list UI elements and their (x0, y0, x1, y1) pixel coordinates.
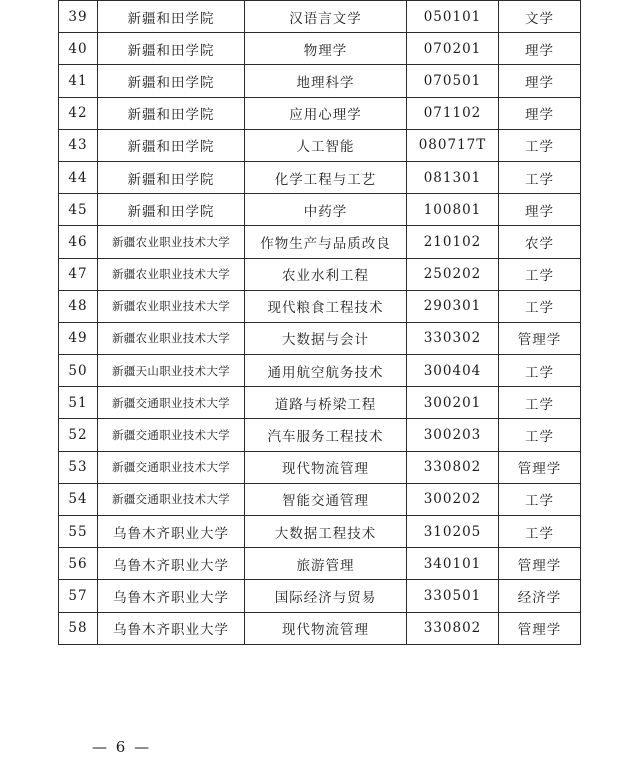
school-name: 新疆农业职业技术大学 (98, 290, 245, 322)
row-number: 44 (59, 161, 98, 193)
document-page (58, 0, 580, 645)
majors-table (58, 0, 581, 645)
row-number: 39 (59, 1, 98, 33)
major-code: 070201 (407, 33, 499, 65)
discipline-category: 工学 (499, 129, 581, 161)
major-name: 地理科学 (245, 65, 407, 97)
major-name: 通用航空航务技术 (245, 355, 407, 387)
table-row (59, 65, 581, 97)
major-name: 现代物流管理 (245, 451, 407, 483)
table-row (59, 387, 581, 419)
major-name: 国际经济与贸易 (245, 580, 407, 612)
major-name: 化学工程与工艺 (245, 161, 407, 193)
major-code: 290301 (407, 290, 499, 322)
discipline-category: 理学 (499, 194, 581, 226)
discipline-category: 经济学 (499, 580, 581, 612)
school-name: 新疆农业职业技术大学 (98, 258, 245, 290)
school-name: 乌鲁木齐职业大学 (98, 516, 245, 548)
table-row (59, 355, 581, 387)
discipline-category: 理学 (499, 33, 581, 65)
major-name: 道路与桥梁工程 (245, 387, 407, 419)
school-name: 新疆交通职业技术大学 (98, 419, 245, 451)
row-number: 40 (59, 33, 98, 65)
major-name: 现代粮食工程技术 (245, 290, 407, 322)
major-name: 现代物流管理 (245, 612, 407, 644)
row-number: 43 (59, 129, 98, 161)
major-name: 物理学 (245, 33, 407, 65)
discipline-category: 工学 (499, 516, 581, 548)
major-code: 300201 (407, 387, 499, 419)
discipline-category: 工学 (499, 387, 581, 419)
major-name: 农业水利工程 (245, 258, 407, 290)
major-code: 300404 (407, 355, 499, 387)
discipline-category: 工学 (499, 355, 581, 387)
discipline-category: 工学 (499, 290, 581, 322)
school-name: 乌鲁木齐职业大学 (98, 612, 245, 644)
table-row (59, 419, 581, 451)
table-row (59, 548, 581, 580)
major-code: 210102 (407, 226, 499, 258)
major-code: 340101 (407, 548, 499, 580)
school-name: 新疆和田学院 (98, 97, 245, 129)
major-name: 汉语言文学 (245, 1, 407, 33)
row-number: 46 (59, 226, 98, 258)
row-number: 58 (59, 612, 98, 644)
discipline-category: 工学 (499, 258, 581, 290)
discipline-category: 理学 (499, 65, 581, 97)
discipline-category: 文学 (499, 1, 581, 33)
major-code: 071102 (407, 97, 499, 129)
major-name: 应用心理学 (245, 97, 407, 129)
row-number: 55 (59, 516, 98, 548)
major-code: 081301 (407, 161, 499, 193)
page-number: — 6 — (92, 738, 152, 756)
school-name: 乌鲁木齐职业大学 (98, 548, 245, 580)
major-name: 大数据工程技术 (245, 516, 407, 548)
major-code: 250202 (407, 258, 499, 290)
major-code: 050101 (407, 1, 499, 33)
row-number: 41 (59, 65, 98, 97)
table-row (59, 194, 581, 226)
school-name: 乌鲁木齐职业大学 (98, 580, 245, 612)
school-name: 新疆农业职业技术大学 (98, 226, 245, 258)
major-code: 300202 (407, 483, 499, 515)
discipline-category: 工学 (499, 483, 581, 515)
major-code: 310205 (407, 516, 499, 548)
school-name: 新疆农业职业技术大学 (98, 322, 245, 354)
table-row (59, 161, 581, 193)
table-row (59, 483, 581, 515)
discipline-category: 管理学 (499, 451, 581, 483)
discipline-category: 农学 (499, 226, 581, 258)
major-name: 汽车服务工程技术 (245, 419, 407, 451)
school-name: 新疆交通职业技术大学 (98, 387, 245, 419)
major-code: 080717T (407, 129, 499, 161)
major-code: 330501 (407, 580, 499, 612)
row-number: 47 (59, 258, 98, 290)
row-number: 42 (59, 97, 98, 129)
major-code: 100801 (407, 194, 499, 226)
table-row (59, 580, 581, 612)
row-number: 48 (59, 290, 98, 322)
major-name: 旅游管理 (245, 548, 407, 580)
row-number: 50 (59, 355, 98, 387)
discipline-category: 工学 (499, 419, 581, 451)
discipline-category: 管理学 (499, 612, 581, 644)
school-name: 新疆和田学院 (98, 1, 245, 33)
major-code: 330302 (407, 322, 499, 354)
major-name: 大数据与会计 (245, 322, 407, 354)
table-row (59, 1, 581, 33)
table-row (59, 451, 581, 483)
row-number: 49 (59, 322, 98, 354)
major-code: 330802 (407, 612, 499, 644)
major-code: 330802 (407, 451, 499, 483)
major-name: 中药学 (245, 194, 407, 226)
major-code: 070501 (407, 65, 499, 97)
school-name: 新疆交通职业技术大学 (98, 483, 245, 515)
majors-table-body (59, 1, 581, 645)
major-name: 智能交通管理 (245, 483, 407, 515)
row-number: 56 (59, 548, 98, 580)
discipline-category: 管理学 (499, 322, 581, 354)
row-number: 45 (59, 194, 98, 226)
school-name: 新疆天山职业技术大学 (98, 355, 245, 387)
major-name: 作物生产与品质改良 (245, 226, 407, 258)
school-name: 新疆和田学院 (98, 65, 245, 97)
school-name: 新疆和田学院 (98, 194, 245, 226)
discipline-category: 工学 (499, 161, 581, 193)
discipline-category: 管理学 (499, 548, 581, 580)
major-code: 300203 (407, 419, 499, 451)
row-number: 52 (59, 419, 98, 451)
table-row (59, 516, 581, 548)
discipline-category: 理学 (499, 97, 581, 129)
table-row (59, 226, 581, 258)
table-row (59, 290, 581, 322)
row-number: 51 (59, 387, 98, 419)
table-row (59, 129, 581, 161)
school-name: 新疆交通职业技术大学 (98, 451, 245, 483)
school-name: 新疆和田学院 (98, 129, 245, 161)
table-row (59, 258, 581, 290)
school-name: 新疆和田学院 (98, 33, 245, 65)
table-row (59, 97, 581, 129)
major-name: 人工智能 (245, 129, 407, 161)
table-row (59, 322, 581, 354)
table-row (59, 33, 581, 65)
row-number: 57 (59, 580, 98, 612)
school-name: 新疆和田学院 (98, 161, 245, 193)
table-row (59, 612, 581, 644)
row-number: 54 (59, 483, 98, 515)
row-number: 53 (59, 451, 98, 483)
